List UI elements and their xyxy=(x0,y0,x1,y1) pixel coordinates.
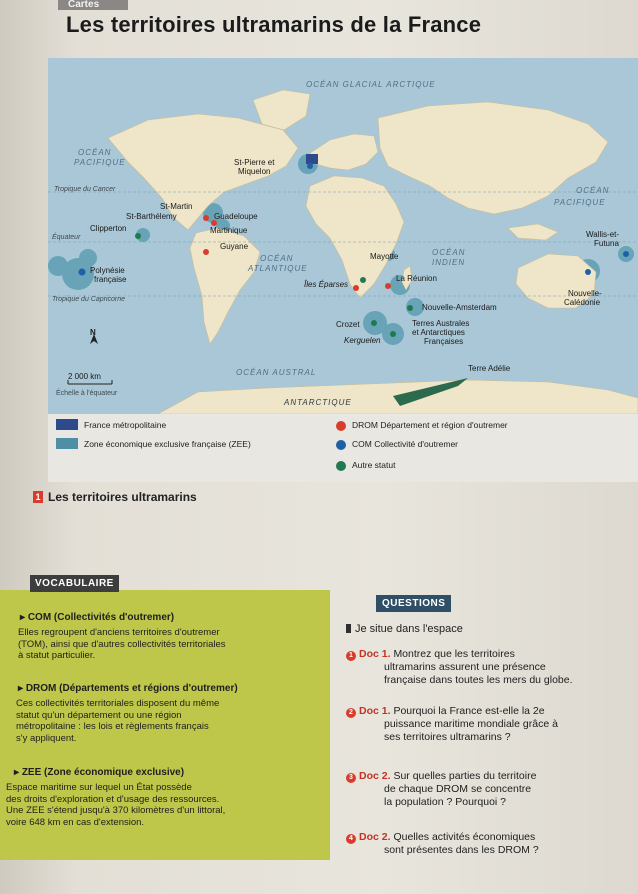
vocab-def-line: Ces collectivités territoriales disposent du même xyxy=(16,698,220,709)
question-number: 1 xyxy=(346,651,356,661)
legend-label-zee: Zone économique exclusive française (ZEE) xyxy=(84,439,251,449)
label-taaf-2: et Antarctiques xyxy=(412,328,465,337)
map-legend xyxy=(48,414,638,482)
vocab-def-com xyxy=(18,627,226,662)
legend-dot-com xyxy=(336,440,346,450)
legend-swatch-zee xyxy=(56,438,78,449)
scale-label: 2 000 km xyxy=(68,372,101,381)
label-clipperton: Clipperton xyxy=(90,224,127,233)
compass-label: N xyxy=(90,328,96,337)
label-spm-2: Miquelon xyxy=(238,167,271,176)
label-terre-adelie: Terre Adélie xyxy=(468,364,511,373)
question-line: sont présentes dans les DROM ? xyxy=(384,844,539,856)
label-taaf-3: Françaises xyxy=(424,337,464,346)
doc-reference: Doc 2. xyxy=(359,831,391,843)
question-line: ultramarins assurent une présence xyxy=(384,661,546,673)
question-line: puissance maritime mondiale grâce à xyxy=(384,718,558,730)
vocab-def-line: Elles regroupent d'anciens territoires d'outremer xyxy=(18,627,220,638)
label-spm-1: St-Pierre et xyxy=(234,158,275,167)
figure-number: 1 xyxy=(33,491,43,503)
legend-label-drom: DROM Département et région d'outremer xyxy=(352,420,508,430)
question-line: la population ? Pourquoi ? xyxy=(384,795,507,808)
vocab-def-line: des droits d'exploration et d'usage des ressources. xyxy=(6,793,220,805)
vocab-def-line: Une ZEE s'étend jusqu'à 370 kilomètres d'un littoral, xyxy=(6,805,226,816)
vocab-def-line: métropolitaine : les lois et règlements français xyxy=(16,721,209,732)
ocean-austral: OCÉAN AUSTRAL xyxy=(236,368,317,377)
ocean-pacific-east-1: OCÉAN xyxy=(576,186,610,195)
legend-label-com: COM Collectivité d'outremer xyxy=(352,439,459,449)
question-number: 2 xyxy=(346,708,356,718)
world-map xyxy=(48,58,638,414)
question-line: Quelles activités économiques xyxy=(393,831,536,843)
questions-tag: QUESTIONS xyxy=(376,595,451,612)
ocean-pacific-east-2: PACIFIQUE xyxy=(554,198,606,207)
legend-dot-drom xyxy=(336,421,346,431)
label-martinique: Martinique xyxy=(210,226,248,235)
vocab-term-zee-text: ZEE (Zone économique exclusive) xyxy=(21,767,185,778)
label-mayotte: Mayotte xyxy=(370,252,399,261)
question-3 xyxy=(346,770,636,808)
tropic-cancer-label: Tropique du Cancer xyxy=(54,186,116,193)
label-guadeloupe: Guadeloupe xyxy=(214,212,258,221)
ocean-indian-1: OCÉAN xyxy=(432,248,466,257)
vocabulary-tag: VOCABULAIRE xyxy=(30,575,119,592)
label-st-martin: St-Martin xyxy=(160,202,193,211)
label-st-barthelemy: St-Barthélemy xyxy=(126,212,177,221)
scale-note: Échelle à l'équateur xyxy=(56,390,118,397)
doc-reference: Doc 1. xyxy=(359,705,391,717)
vocab-term-com: ▸ COM (Collectivités d'outremer) xyxy=(20,612,175,623)
vocab-def-zee xyxy=(6,782,225,828)
label-wallis-1: Wallis-et- xyxy=(586,230,620,239)
question-number: 3 xyxy=(346,773,356,783)
label-guyane: Guyane xyxy=(220,242,249,251)
vocab-def-line: s'y appliquent. xyxy=(16,732,77,744)
vocab-def-line: statut qu'un département ou une région xyxy=(16,709,182,721)
heading-marker-icon xyxy=(346,624,351,633)
question-2 xyxy=(346,705,636,743)
question-line: ses territoires ultramarins ? xyxy=(384,730,511,743)
label-wallis-2: Futuna xyxy=(594,239,619,248)
question-line: de chaque DROM se concentre xyxy=(384,783,532,795)
vocab-term-drom-text: DROM (Départements et régions d'outremer) xyxy=(25,683,238,694)
ocean-pacific-west-1: OCÉAN xyxy=(78,148,112,157)
label-nouvelle-amsterdam: Nouvelle-Amsterdam xyxy=(422,303,497,312)
legend-swatch-metropole xyxy=(56,419,78,430)
label-polynesie-1: Polynésie xyxy=(90,266,125,275)
vocab-def-line: (TOM), ainsi que d'autres collectivités territoriales xyxy=(18,638,226,650)
label-caledonie-1: Nouvelle- xyxy=(568,289,602,298)
equator-label: Équateur xyxy=(52,234,81,241)
question-number: 4 xyxy=(346,834,356,844)
questions-heading xyxy=(346,623,463,635)
label-caledonie-2: Calédonie xyxy=(564,298,601,307)
legend-label-autre: Autre statut xyxy=(352,460,396,470)
doc-reference: Doc 2. xyxy=(359,770,391,782)
vocab-term-com-text: COM (Collectivités d'outremer) xyxy=(27,612,175,623)
question-line: Sur quelles parties du territoire xyxy=(393,770,537,782)
map-drawing xyxy=(48,58,638,414)
label-reunion: La Réunion xyxy=(396,274,437,283)
vocab-def-drom xyxy=(16,698,219,744)
legend-dot-autre xyxy=(336,461,346,471)
questions-heading-text: Je situe dans l'espace xyxy=(355,623,463,635)
ocean-indian-2: INDIEN xyxy=(432,258,466,267)
vocab-term-drom: ▸ DROM (Départements et régions d'outremer) xyxy=(18,683,238,694)
label-iles-eparses: Îles Éparses xyxy=(304,280,349,289)
vocab-def-line: voire 648 km en cas d'extension. xyxy=(6,816,145,828)
vocab-def-line: Espace maritime sur lequel un État possède xyxy=(6,782,192,793)
antarctica-label: ANTARCTIQUE xyxy=(284,398,352,407)
figure-caption: Les territoires ultramarins xyxy=(48,490,197,504)
label-taaf-1: Terres Australes xyxy=(412,319,470,328)
question-line: Montrez que les territoires xyxy=(393,648,515,660)
question-4 xyxy=(346,831,636,857)
label-polynesie-2: française xyxy=(94,275,127,284)
vocab-def-line: à statut particulier. xyxy=(18,650,96,661)
page-title: Les territoires ultramarins de la France xyxy=(66,12,482,37)
ocean-pacific-west-2: PACIFIQUE xyxy=(74,158,126,167)
ocean-atlantic-2: ATLANTIQUE xyxy=(248,264,308,273)
question-line: Pourquoi la France est-elle la 2e xyxy=(393,705,545,717)
doc-reference: Doc 1. xyxy=(359,648,391,660)
label-crozet: Crozet xyxy=(336,320,360,329)
vocab-term-zee: ▸ ZEE (Zone économique exclusive) xyxy=(14,767,185,778)
ocean-atlantic-1: OCÉAN xyxy=(260,254,294,263)
tropic-capricorn-label: Tropique du Capricorne xyxy=(52,296,126,303)
section-tab: Cartes xyxy=(58,0,128,10)
label-kerguelen: Kerguelen xyxy=(344,336,381,345)
legend-label-metropole: France métropolitaine xyxy=(84,420,167,430)
question-line: française dans toutes les mers du globe. xyxy=(384,673,573,686)
ocean-arctic: OCÉAN GLACIAL ARCTIQUE xyxy=(306,80,436,89)
question-1 xyxy=(346,648,636,686)
